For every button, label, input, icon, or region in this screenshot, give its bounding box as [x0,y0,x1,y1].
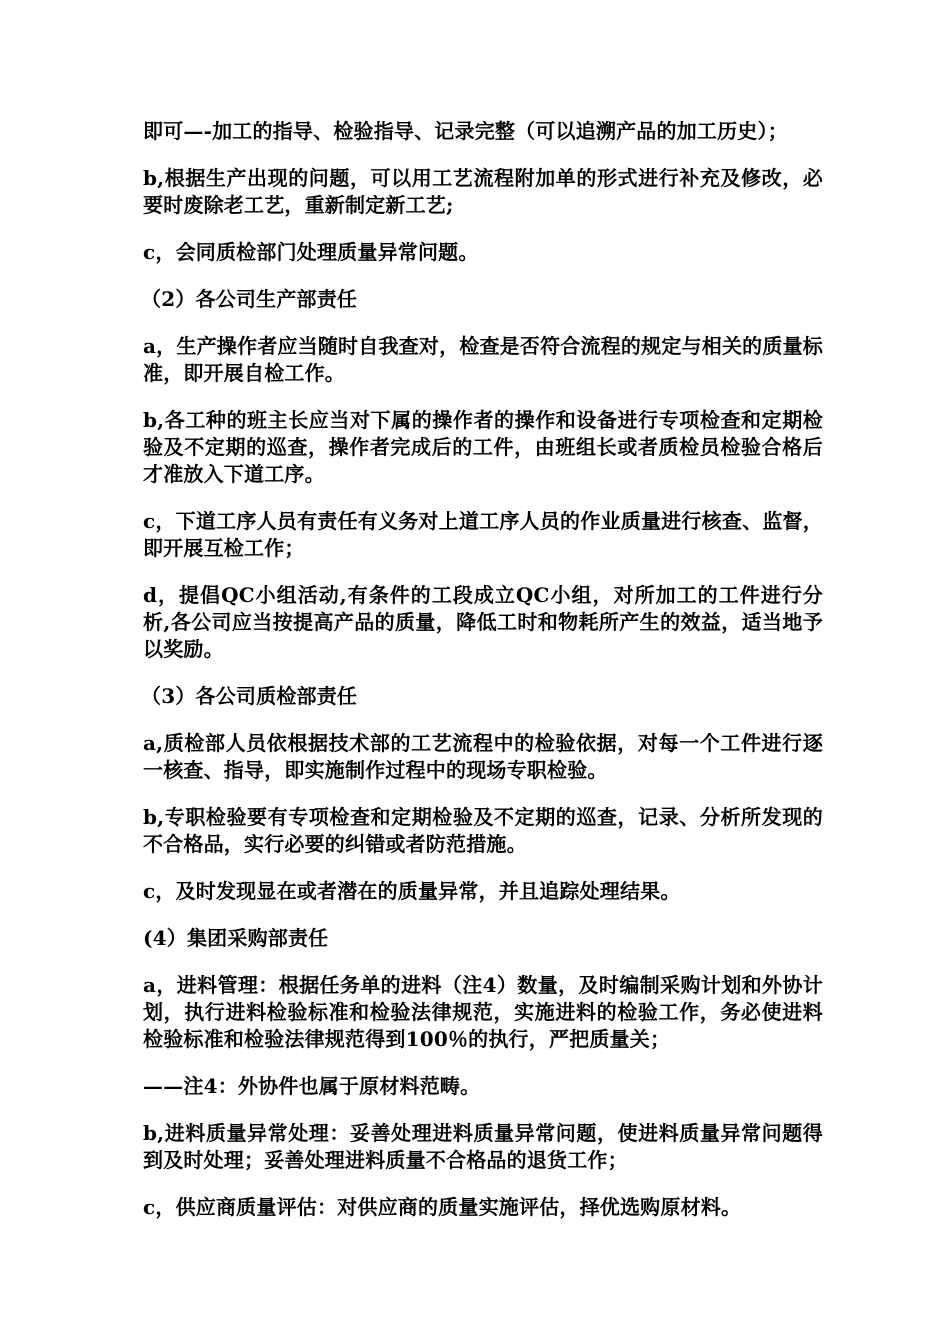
document-body [143,118,823,1241]
paragraph-item-a: a,质检部人员依根据技术部的工艺流程中的检验依据，对每一个工件进行逐一核查、指导，即实施制作过程中的现场专职检验。 [143,731,823,782]
paragraph-item-c: c，下道工序人员有责任有义务对上道工序人员的作业质量进行核查、监督，即开展互检工作； [143,509,823,560]
section-heading-4: (4）集团采购部责任 [143,926,329,950]
paragraph-note: ——注4：外协件也属于原材料范畴。 [143,1074,481,1098]
paragraph-item-c: c，会同质检部门处理质量异常问题。 [143,240,479,264]
paragraph-item-a: a，进料管理：根据任务单的进料（注4）数量，及时编制采购计划和外协计划，执行进料检验标准和检验法律规范，实施进料的检验工作，务必使进料检验标准和检验法律规范得到100％的执行，严把质量关； [143,973,823,1051]
paragraph-item-a: a，生产操作者应当随时自我查对，检查是否符合流程的规定与相关的质量标准，即开展自检工作。 [143,334,823,385]
paragraph-item-c: c，及时发现显在或者潜在的质量异常，并且追踪处理结果。 [143,879,681,903]
paragraph-item-b: b,根据生产出现的问题，可以用工艺流程附加单的形式进行补充及修改，必要时废除老工艺，重新制定新工艺; [143,166,823,217]
paragraph-item-d: d，提倡QC小组活动,有条件的工段成立QC小组，对所加工的工件进行分析,各公司应当按提高产品的质量，降低工时和物耗所产生的效益，适当地予以奖励。 [143,583,823,661]
paragraph-item-b: b,专职检验要有专项检查和定期检验及不定期的巡查，记录、分析所发现的不合格品，实行必要的纠错或者防范措施。 [143,805,823,856]
section-heading-2: （2）各公司生产部责任 [141,287,358,311]
paragraph-item-c: c，供应商质量评估：对供应商的质量实施评估，择优选购原材料。 [143,1195,742,1219]
paragraph-continuation: 即可—-加工的指导、检验指导、记录完整（可以追溯产品的加工历史）； [143,119,788,143]
paragraph-item-b: b,各工种的班主长应当对下属的操作者的操作和设备进行专项检查和定期检验及不定期的巡查，操作者完成后的工件，由班组长或者质检员检验合格后才准放入下道工序。 [143,408,823,486]
section-heading-3: （3）各公司质检部责任 [141,684,358,708]
paragraph-item-b: b,进料质量异常处理：妥善处理进料质量异常问题，使进料质量异常问题得到及时处理；妥善处理进料质量不合格品的退货工作； [143,1121,823,1172]
